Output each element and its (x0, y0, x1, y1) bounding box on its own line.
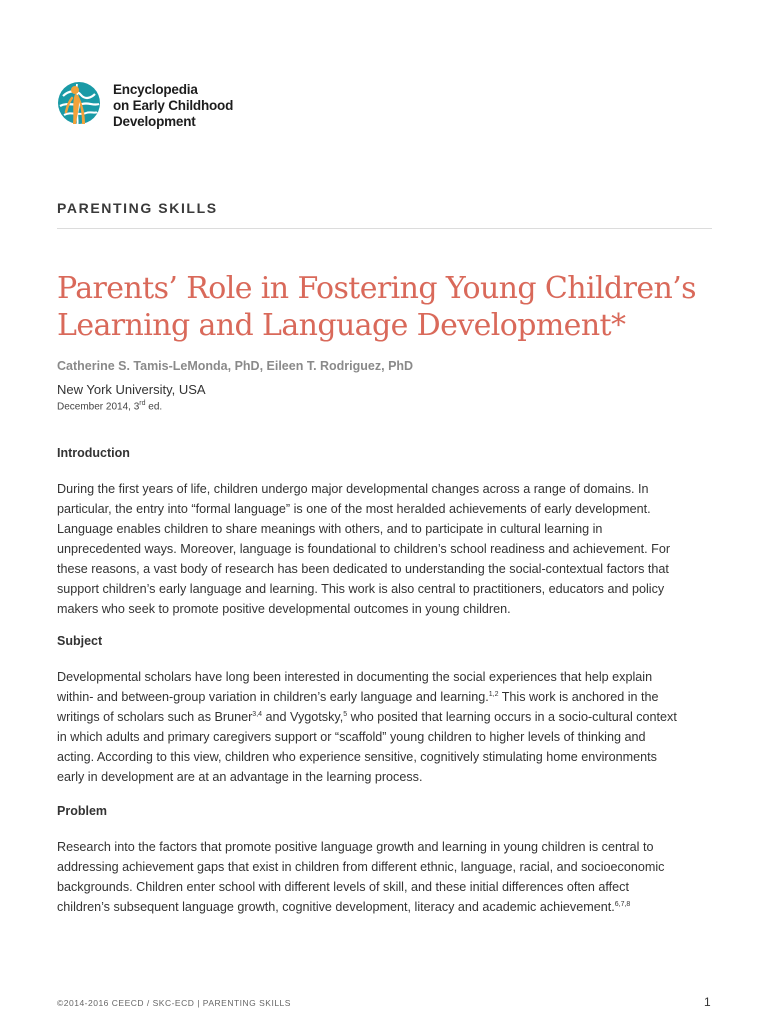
title-line-1: Parents’ Role in Fostering Young Children’s (57, 271, 696, 306)
text-line: these reasons, a vast body of research has been dedicated to understanding the social-contextual factors that (57, 562, 669, 576)
authors: Catherine S. Tamis-LeMonda, PhD, Eileen T. Rodriguez, PhD (57, 359, 414, 373)
section-label: PARENTING SKILLS (57, 200, 218, 216)
paragraph-subject (57, 667, 717, 787)
paragraph-introduction (57, 479, 717, 619)
text-line: Language enables children to share meanings with others, and to participate in cultural learning in (57, 522, 603, 536)
text-line (57, 897, 717, 917)
text-line: early in development are at an advantage in the learning process. (57, 770, 423, 784)
header-divider (57, 228, 712, 229)
date-text: December 2014, 3 (57, 401, 140, 413)
text-run: writings of scholars such as Bruner (57, 710, 253, 724)
text-line: particular, the entry into “formal language” is one of the most heralded achievements of early development. (57, 502, 651, 516)
text-line: Developmental scholars have long been interested in documenting the social experiences that help explain (57, 670, 653, 684)
text-line: During the first years of life, children undergo major developmental changes across a range of domains. In (57, 482, 649, 496)
text-line: acting. According to this view, children who experience sensitive, cognitively stimulating home environments (57, 750, 657, 764)
heading-problem: Problem (57, 804, 108, 818)
text-line: in which adults and primary caregivers support or “scaffold” young children to higher levels of thinking and (57, 730, 646, 744)
page-footer: ©2014-2016 CEECD / SKC-ECD | PARENTING SKILLS (57, 998, 291, 1008)
text-run: This work is anchored in the (498, 690, 659, 704)
text-line: unprecedented ways. Moreover, language is foundational to children’s school readiness and achievement. For (57, 542, 671, 556)
text-run: and Vygotsky, (262, 710, 344, 724)
publication-date (57, 400, 162, 412)
citation-sup: 1,2 (488, 690, 499, 698)
text-line (57, 707, 717, 727)
text-line: Research into the factors that promote positive language growth and learning in young children is central to (57, 840, 654, 854)
title-line-2: Learning and Language Development* (57, 308, 626, 343)
globe-figure-icon (55, 76, 105, 136)
text-line: addressing achievement gaps that exist in children from different ethnic, language, racial, and socioeconomic (57, 860, 665, 874)
logo-wordmark (113, 82, 233, 130)
text-run: who posited that learning occurs in a socio-cultural context (347, 710, 677, 724)
date-suffix: ed. (145, 401, 163, 413)
citation-sup: 3,4 (252, 710, 263, 718)
text-line (57, 687, 717, 707)
paragraph-problem (57, 837, 717, 917)
citation-sup: 5 (343, 710, 348, 718)
logo-line-2: on Early Childhood (113, 98, 234, 113)
text-run: children’s subsequent language growth, cognitive development, literacy and academic achievement. (57, 900, 615, 914)
text-run: within- and between-group variation in children’s early language and learning. (57, 690, 489, 704)
citation-sup: 6,7,8 (614, 900, 631, 908)
text-line: support children’s early language and learning. This work is also central to practitioners, educators and policy (57, 582, 665, 596)
page-number: 1 (704, 995, 711, 1009)
logo-line-1: Encyclopedia (113, 82, 198, 97)
affiliation: New York University, USA (57, 382, 206, 397)
text-line: makers who seek to promote positive developmental outcomes in young children. (57, 602, 511, 616)
logo-line-3: Development (113, 114, 196, 129)
heading-subject: Subject (57, 634, 103, 648)
text-line: backgrounds. Children enter school with different levels of skill, and these initial differences often affect (57, 880, 629, 894)
encyclopedia-logo (55, 76, 233, 136)
article-title (57, 270, 737, 344)
heading-introduction: Introduction (57, 446, 130, 460)
date-sup: rd (139, 400, 146, 407)
